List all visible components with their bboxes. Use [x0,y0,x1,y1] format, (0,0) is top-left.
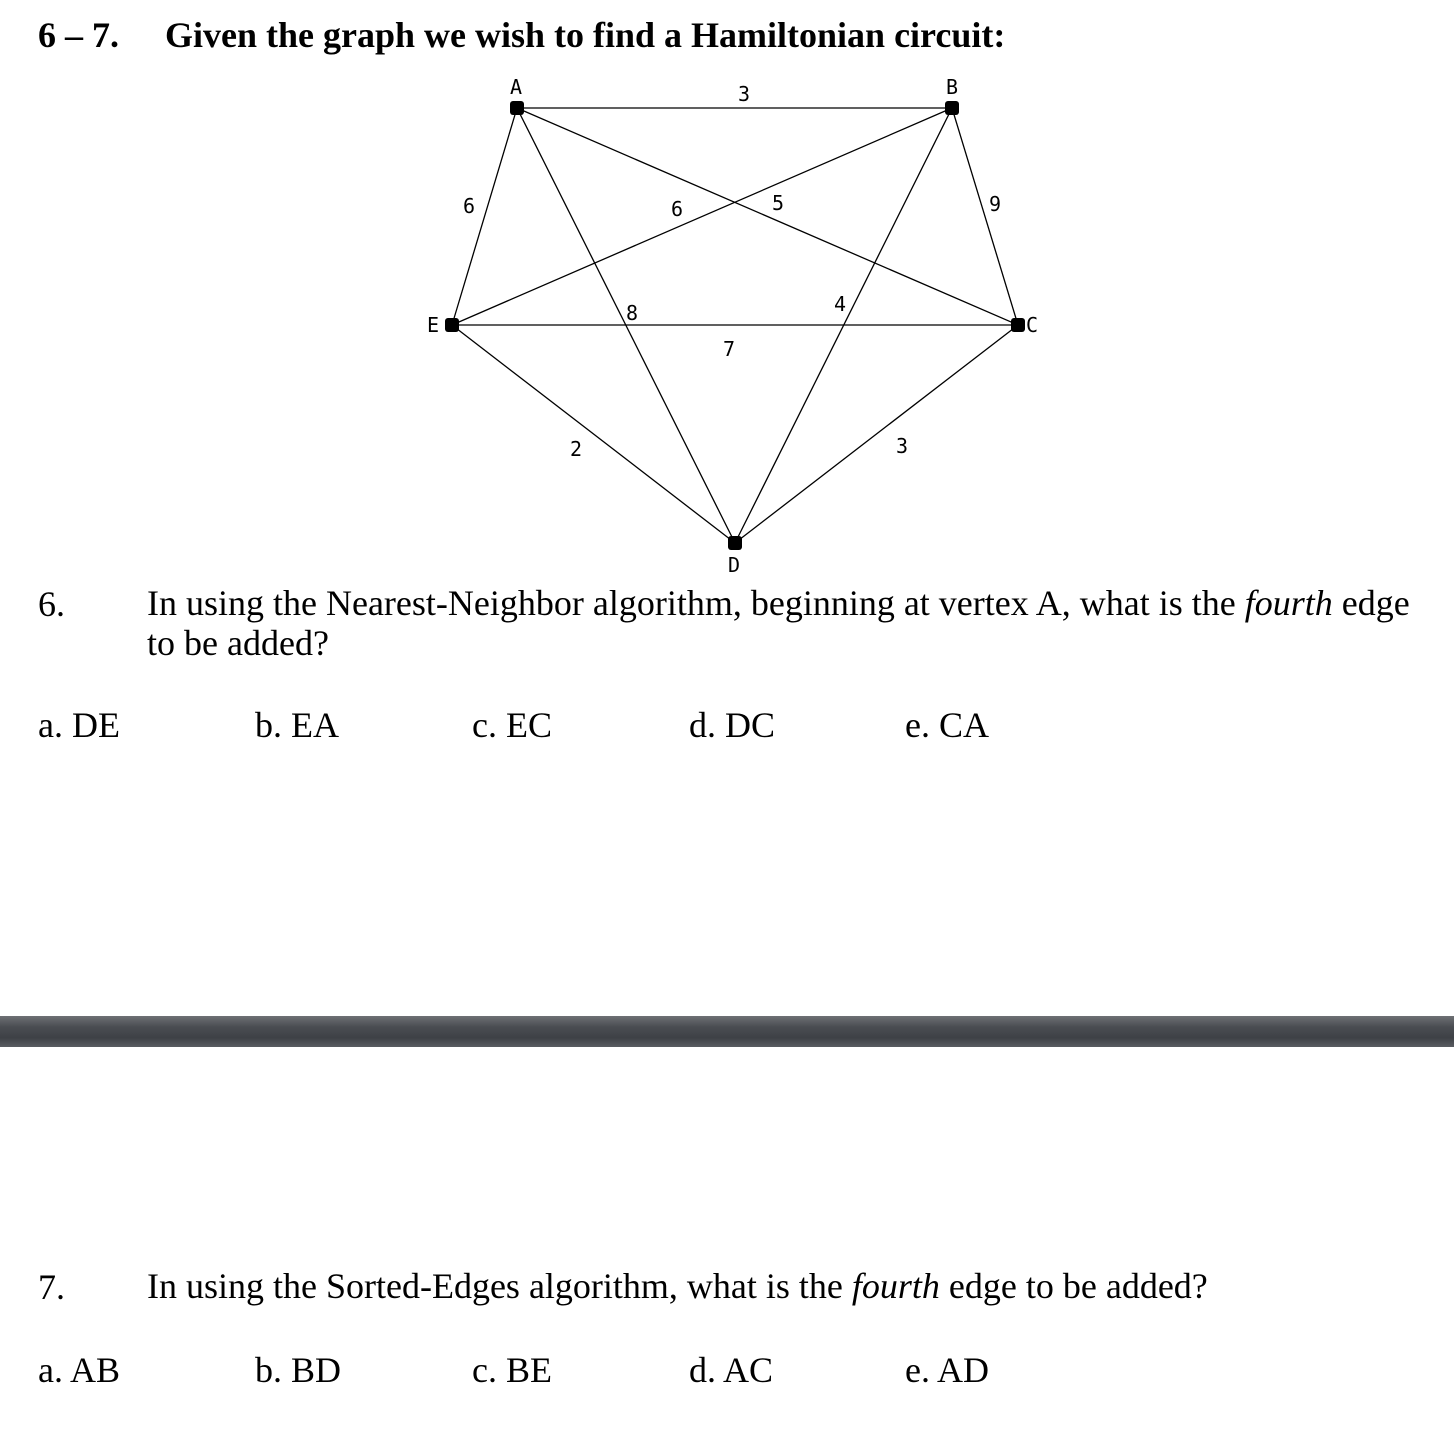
question-6-text: In using the Nearest-Neighbor algorithm, beginning at vertex A, what is the fourth edge to be added? [147,583,1410,663]
weight-ae: 6 [463,194,476,218]
question-7-number: 7. [38,1267,65,1307]
edge-de [452,325,735,543]
question-7-choice-b[interactable]: b. BD [255,1350,342,1390]
question-6-choice-a[interactable]: a. DE [38,705,120,745]
vertex-d-dot [728,536,742,550]
question-6-choice-b[interactable]: b. EA [255,705,339,745]
question-7-choice-e[interactable]: e. AD [905,1350,989,1390]
edge-cd [735,325,1018,543]
weight-bc: 9 [989,192,1002,216]
question-7-text: In using the Sorted-Edges algorithm, what is the fourth edge to be added? [147,1266,1208,1306]
question-7-choice-a[interactable]: a. AB [38,1350,121,1390]
weight-ce: 7 [723,337,736,361]
vertex-a-dot [510,101,524,115]
weight-bd: 4 [834,292,847,316]
graph-diagram [0,0,1454,600]
edge-be [452,108,952,325]
question-7-choice-c[interactable]: c. BE [472,1350,552,1390]
vertex-c-dot [1011,318,1025,332]
vertex-b-label: B [946,75,959,99]
edge-ae [452,108,517,325]
question-6-choice-e[interactable]: e. CA [905,705,989,745]
edge-ac [517,108,1018,325]
section-divider [0,1016,1454,1047]
edge-bc [952,108,1018,325]
weight-ab: 3 [738,82,751,106]
vertex-b-dot [945,101,959,115]
problem-range: 6 – 7. [38,15,119,55]
vertex-a-label: A [510,75,523,99]
vertex-c-label: C [1026,313,1039,337]
question-6-number: 6. [38,584,65,624]
vertex-e-label: E [427,313,440,337]
problem-title: Given the graph we wish to find a Hamiltonian circuit: [165,15,1006,55]
question-6-choice-c[interactable]: c. EC [472,705,552,745]
question-7-choice-d[interactable]: d. AC [689,1350,774,1390]
weight-ac: 6 [671,197,684,221]
weight-be: 5 [772,191,785,215]
weight-cd: 3 [896,434,909,458]
question-6-choice-d[interactable]: d. DC [689,705,776,745]
vertex-d-label: D [728,553,741,577]
weight-ad: 8 [626,301,639,325]
weight-de: 2 [570,437,583,461]
vertex-e-dot [445,318,459,332]
